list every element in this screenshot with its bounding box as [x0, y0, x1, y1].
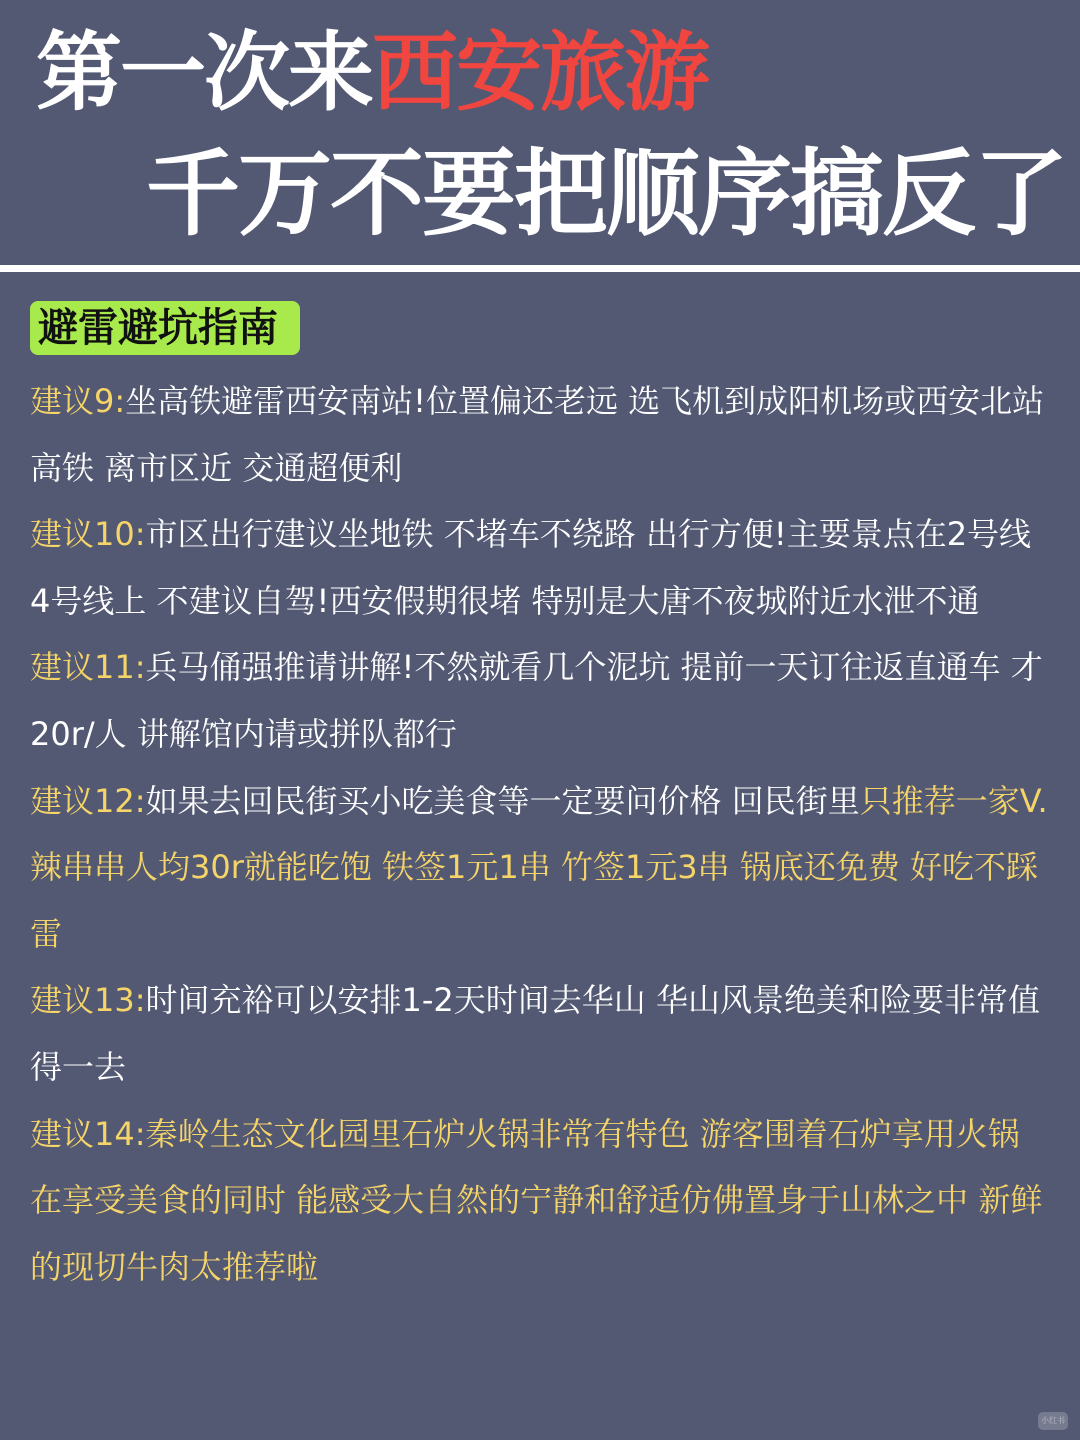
- tip-label: 建议9:: [30, 382, 126, 420]
- tip-label: 建议14:: [30, 1114, 146, 1153]
- tip-text: 坐高铁避雷西安南站!位置偏还老远 选飞机到成阳机场或西安北站高铁 离市区近 交通超便利: [30, 382, 1045, 487]
- title-part-white: 第一次来: [36, 23, 372, 123]
- tip-14: [30, 1101, 1056, 1301]
- tip-label: 建议10:: [30, 515, 146, 554]
- tip-highlight: 只推荐一家V.辣串串人均30r就能吃饱 铁签1元1串 竹签1元3串 锅底还免费 好吃不踩雷: [30, 781, 1048, 953]
- tips-list: [30, 368, 1056, 1300]
- tip-9: [30, 368, 1056, 501]
- tip-text: 如果去回民街买小吃美食等一定要问价格 回民街里: [145, 781, 860, 820]
- tip-text: 时间充裕可以安排1-2天时间去华山 华山风景绝美和险要非常值得一去: [30, 981, 1040, 1086]
- tip-label: 建议13:: [30, 981, 146, 1020]
- title-part-red: 西安旅游: [372, 23, 708, 123]
- header-divider: [0, 265, 1080, 272]
- watermark-logo: 小红书: [1038, 1412, 1068, 1430]
- tip-10: [30, 501, 1056, 634]
- tip-13: [30, 967, 1056, 1100]
- tip-12: [30, 768, 1056, 968]
- tip-label: 建议12:: [30, 781, 146, 820]
- tip-text: 市区出行建议坐地铁 不堵车不绕路 出行方便!主要景点在2号线 4号线上 不建议自驾!西安假期很堵 特别是大唐不夜城附近水泄不通: [30, 515, 1032, 620]
- tip-label: 建议11:: [30, 648, 146, 687]
- page-subtitle: 千万不要把顺序搞反了: [146, 140, 1067, 249]
- section-tag: 避雷避坑指南: [30, 301, 300, 355]
- header: [0, 0, 1080, 262]
- tip-highlight: 秦岭生态文化园里石炉火锅非常有特色 游客围着石炉享用火锅 在享受美食的同时 能感受大自然的宁静和舒适仿佛置身于山林之中 新鲜的现切牛肉太推荐啦: [30, 1114, 1043, 1286]
- page-title: [36, 18, 708, 128]
- tip-11: [30, 634, 1056, 767]
- tip-text: 兵马俑强推请讲解!不然就看几个泥坑 提前一天订往返直通车 才 20r/人 讲解馆内请或拼队都行: [30, 648, 1043, 753]
